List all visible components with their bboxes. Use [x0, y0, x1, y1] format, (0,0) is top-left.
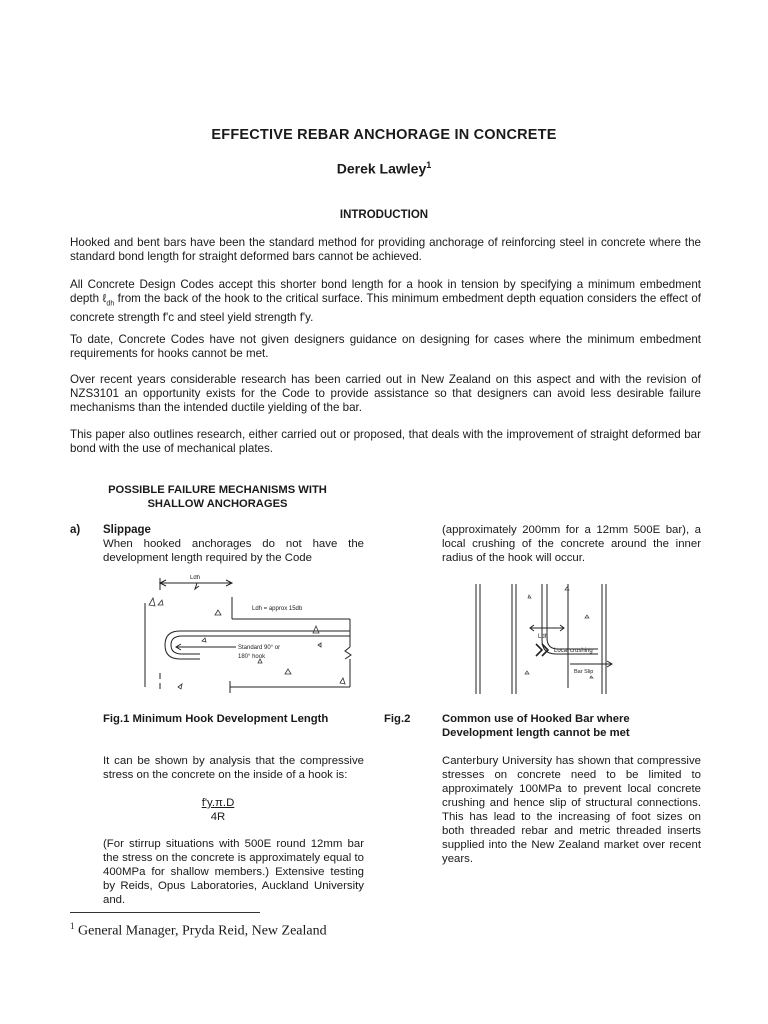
- intro-paragraph-5: This paper also outlines research, either carried out or proposed, that deals with the improvement of straight deformed bar bond with the use of mechanical plates.: [70, 428, 701, 455]
- footnote-divider: [70, 912, 260, 913]
- slippage-right-intro: (approximately 200mm for a 12mm 500E bar), a local crushing of the concrete around the inner radius of the hook will occur.: [442, 524, 701, 564]
- intro-paragraph-4: Over recent years considerable research has been carried out in New Zealand on this aspect and with the revision of NZS3101 an opportunity exists for the Code to provide assistance so that designers can avoid less desirable failure mechanisms than the intended ductile yielding of the bar.: [70, 373, 701, 414]
- failure-section-heading: [70, 483, 365, 511]
- ldh-subscript: dh: [106, 300, 115, 308]
- slippage-heading: Slippage: [103, 524, 151, 536]
- intro-paragraph-1: Hooked and bent bars have been the standard method for providing anchorage of reinforcing steel in concrete where the standard bond length for straight deformed bars cannot be achieved.: [70, 236, 701, 263]
- figure-2-caption: [442, 712, 702, 740]
- figure-1-caption: Fig.1 Minimum Hook Development Length: [103, 713, 329, 725]
- fig2-crushing-label: Local crushing: [554, 648, 593, 654]
- formula-numerator: f'y.π.D: [201, 797, 235, 809]
- author-footnote-mark: 1: [426, 160, 432, 170]
- slippage-left-intro: When hooked anchorages do not have the development length required by the Code: [103, 538, 364, 564]
- footnote-text: General Manager, Pryda Reid, New Zealand: [78, 923, 327, 939]
- figure-2-caption-line-2: Development length cannot be met: [442, 727, 630, 739]
- formula-denominator: 4R: [210, 811, 226, 823]
- failure-heading-line-2: SHALLOW ANCHORAGES: [147, 498, 288, 510]
- author-line: [0, 160, 768, 177]
- figure-2-diagram: [470, 578, 620, 698]
- fig1-ldh-top-label: Ldh: [190, 575, 201, 581]
- failure-heading-line-1: POSSIBLE FAILURE MECHANISMS WITH: [108, 484, 327, 496]
- right-column-paragraph-1: Canterbury University has shown that compressive stresses on concrete need to be limited to approximately 100MPa to prevent local concrete crushing and hence slip of structural connections. This has lead to the increasing of foot sizes on both threaded rebar and metric threaded inserts supplied into the New Zealand market over recent years.: [442, 755, 701, 865]
- intro-p2-end: from the back of the hook to the critical surface. This minimum embedment depth equation considers the effect of concrete strength f'c and steel yield strength f'y.: [70, 292, 702, 325]
- figure-2-label: Fig.2: [384, 713, 411, 725]
- footnote-mark: 1: [70, 921, 75, 931]
- left-column-paragraph-2: (For stirrup situations with 500E round 12mm bar the stress on the concrete is approximately equal to 400MPa for shallow members.) Extensive testing by Reids, Opus Laboratories, Auckland University and.: [103, 838, 364, 906]
- figure-2-caption-line-1: Common use of Hooked Bar where: [442, 713, 630, 725]
- figure-1-diagram: [140, 575, 365, 705]
- fig2-barslip-label: Bar Slip: [574, 669, 594, 675]
- footnote: [70, 921, 327, 940]
- author-name: Derek Lawley: [336, 160, 427, 177]
- fig2-ldh-label: Ldh: [538, 634, 549, 640]
- ldh-symbol: ℓ: [102, 292, 107, 305]
- fig1-ldh-approx-label: Ldh = approx 15db: [252, 606, 303, 612]
- stress-formula: [200, 796, 236, 824]
- introduction-heading: INTRODUCTION: [339, 209, 429, 221]
- item-label: a): [70, 524, 81, 536]
- fig1-hook-label-1: Standard 90° or: [238, 645, 281, 651]
- intro-paragraph-2: [70, 278, 701, 325]
- intro-paragraph-3: To date, Concrete Codes have not given designers guidance on designing for cases where the minimum embedment requirements for hooks cannot be met.: [70, 333, 701, 360]
- paper-title: EFFECTIVE REBAR ANCHORAGE IN CONCRETE: [211, 127, 557, 143]
- fig1-hook-label-2: 180° hook: [238, 654, 266, 660]
- left-column-paragraph-1: It can be shown by analysis that the compressive stress on the concrete on the inside of a hook is:: [103, 755, 364, 781]
- intro-p2-start: All Concrete Design Codes accept this shorter bond length for a hook in tension by specifying a minimum embedment depth: [70, 278, 701, 305]
